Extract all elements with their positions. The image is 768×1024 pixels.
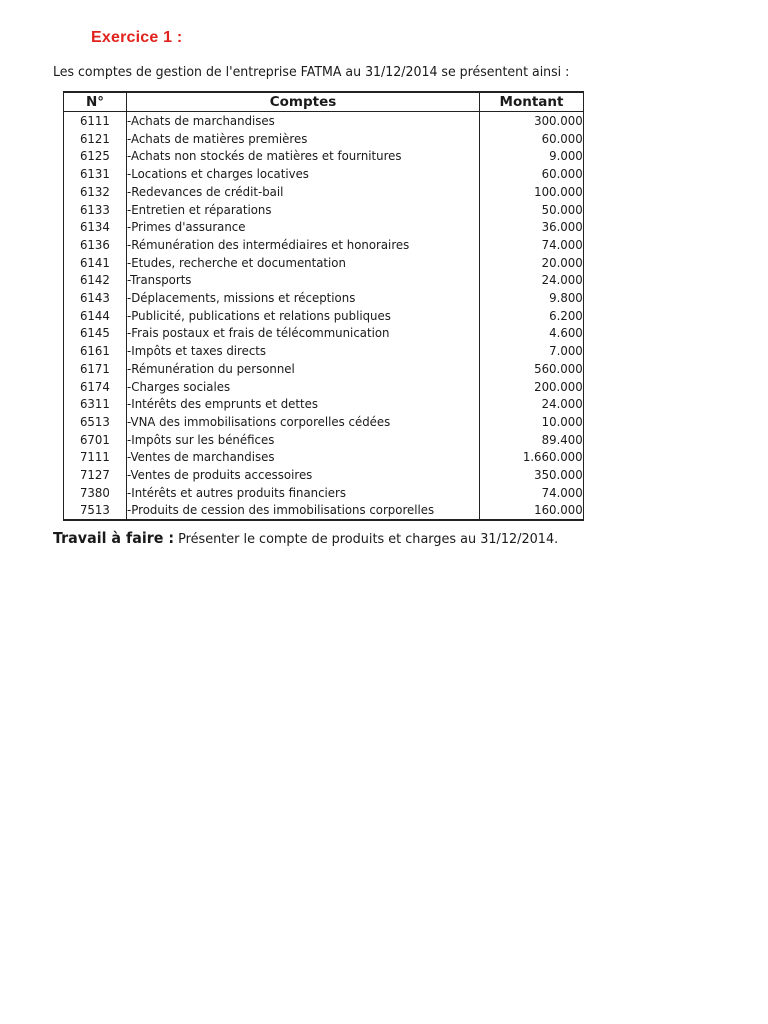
account-number-text: 6701 <box>80 431 110 447</box>
account-number-text: 6141 <box>80 254 110 270</box>
column-header-amount: Montant <box>480 92 584 112</box>
table-row <box>64 501 584 520</box>
amount-cell <box>480 147 584 165</box>
account-name-cell <box>127 395 480 413</box>
amount-cell <box>480 218 584 236</box>
table-row <box>64 431 584 449</box>
amount-text: 100.000 <box>534 183 583 199</box>
account-number-text: 6144 <box>80 307 110 323</box>
account-name-text: -Rémunération des intermédiaires et honoraires <box>127 236 410 252</box>
table-row <box>64 342 584 360</box>
table-row <box>64 254 584 272</box>
account-number-text: 6125 <box>80 148 110 164</box>
account-name-text: -Rémunération du personnel <box>127 360 295 376</box>
table-row <box>64 307 584 325</box>
table-row <box>64 378 584 396</box>
table-row <box>64 147 584 165</box>
task-statement <box>53 529 558 547</box>
amount-text: 74.000 <box>541 484 583 500</box>
account-number-text: 6143 <box>80 290 110 306</box>
account-number-cell <box>64 236 127 254</box>
account-name-text: -Transports <box>127 272 192 288</box>
account-number-text: 7127 <box>80 467 110 483</box>
account-number-text: 6132 <box>80 183 110 199</box>
table-row <box>64 112 584 130</box>
column-header-account: Comptes <box>127 92 480 112</box>
table-row <box>64 289 584 307</box>
column-header-number: N° <box>64 92 127 112</box>
amount-cell <box>480 307 584 325</box>
account-number-cell <box>64 395 127 413</box>
account-number-cell <box>64 448 127 466</box>
amount-cell <box>480 466 584 484</box>
account-number-cell <box>64 307 127 325</box>
account-number-cell <box>64 378 127 396</box>
account-name-text: -Charges sociales <box>127 378 231 394</box>
account-name-cell <box>127 484 480 502</box>
table-row <box>64 395 584 413</box>
account-number-cell <box>64 431 127 449</box>
amount-text: 350.000 <box>534 467 583 483</box>
account-number-text: 6311 <box>80 396 110 412</box>
amount-text: 20.000 <box>541 254 583 270</box>
account-name-cell <box>127 201 480 219</box>
account-name-cell <box>127 271 480 289</box>
table-row <box>64 236 584 254</box>
account-number-text: 6111 <box>80 113 110 128</box>
account-name-cell <box>127 466 480 484</box>
account-number-text: 7111 <box>80 449 110 465</box>
account-name-cell <box>127 147 480 165</box>
account-name-text: -Achats de matières premières <box>127 130 308 146</box>
account-name-cell <box>127 236 480 254</box>
amount-text: 60.000 <box>541 130 583 146</box>
account-number-cell <box>64 271 127 289</box>
accounts-table <box>63 91 584 521</box>
account-name-cell <box>127 130 480 148</box>
account-name-text: -Publicité, publications et relations publiques <box>127 307 391 323</box>
table-row <box>64 448 584 466</box>
account-name-text: -Redevances de crédit-bail <box>127 183 284 199</box>
amount-cell <box>480 484 584 502</box>
account-name-text: -Etudes, recherche et documentation <box>127 254 346 270</box>
account-name-cell <box>127 289 480 307</box>
account-number-cell <box>64 165 127 183</box>
account-number-cell <box>64 130 127 148</box>
account-number-text: 6131 <box>80 166 110 182</box>
amount-text: 300.000 <box>534 113 583 128</box>
exercise-title: Exercice 1 : <box>91 29 183 46</box>
amount-text: 7.000 <box>549 343 583 359</box>
accounts-table-container <box>63 91 583 521</box>
account-name-cell <box>127 254 480 272</box>
account-number-cell <box>64 484 127 502</box>
table-row <box>64 165 584 183</box>
account-name-text: -Locations et charges locatives <box>127 166 309 182</box>
account-number-text: 6174 <box>80 378 110 394</box>
account-name-text: -Intérêts et autres produits financiers <box>127 484 347 500</box>
table-row <box>64 201 584 219</box>
table-header-row <box>64 92 584 112</box>
amount-text: 1.660.000 <box>523 449 583 465</box>
account-number-text: 7380 <box>80 484 110 500</box>
account-name-cell <box>127 218 480 236</box>
account-name-text: -Frais postaux et frais de télécommunication <box>127 325 390 341</box>
account-name-cell <box>127 183 480 201</box>
amount-cell <box>480 236 584 254</box>
account-number-text: 6161 <box>80 343 110 359</box>
account-name-text: -Intérêts des emprunts et dettes <box>127 396 318 412</box>
account-name-cell <box>127 342 480 360</box>
table-header <box>64 92 584 112</box>
amount-text: 9.800 <box>549 290 583 306</box>
account-number-text: 7513 <box>80 502 110 518</box>
account-number-cell <box>64 466 127 484</box>
account-name-cell <box>127 413 480 431</box>
amount-text: 60.000 <box>541 166 583 182</box>
account-name-text: -Entretien et réparations <box>127 201 272 217</box>
account-name-cell <box>127 448 480 466</box>
account-name-cell <box>127 165 480 183</box>
amount-cell <box>480 183 584 201</box>
amount-text: 36.000 <box>541 219 583 235</box>
amount-text: 24.000 <box>541 272 583 288</box>
table-row <box>64 218 584 236</box>
table-row <box>64 466 584 484</box>
account-number-cell <box>64 289 127 307</box>
account-name-cell <box>127 360 480 378</box>
account-number-cell <box>64 147 127 165</box>
amount-text: 560.000 <box>534 360 583 376</box>
account-name-cell <box>127 431 480 449</box>
amount-cell <box>480 324 584 342</box>
amount-text: 9.000 <box>549 148 583 164</box>
account-number-cell <box>64 201 127 219</box>
table-row <box>64 413 584 431</box>
table-row <box>64 324 584 342</box>
amount-cell <box>480 413 584 431</box>
account-name-cell <box>127 501 480 520</box>
amount-cell <box>480 201 584 219</box>
account-name-cell <box>127 112 480 130</box>
amount-text: 4.600 <box>549 325 583 341</box>
account-number-cell <box>64 218 127 236</box>
table-body <box>64 112 584 521</box>
account-number-text: 6134 <box>80 219 110 235</box>
account-name-text: -VNA des immobilisations corporelles cédées <box>127 413 391 429</box>
amount-cell <box>480 271 584 289</box>
amount-text: 24.000 <box>541 396 583 412</box>
amount-cell <box>480 112 584 130</box>
account-name-text: -Primes d'assurance <box>127 219 246 235</box>
account-name-cell <box>127 307 480 325</box>
amount-text: 50.000 <box>541 201 583 217</box>
account-name-text: -Impôts et taxes directs <box>127 343 267 359</box>
account-number-cell <box>64 324 127 342</box>
amount-cell <box>480 130 584 148</box>
intro-text: Les comptes de gestion de l'entreprise FATMA au 31/12/2014 se présentent ainsi : <box>53 64 570 80</box>
table-row <box>64 130 584 148</box>
account-name-text: -Ventes de produits accessoires <box>127 467 313 483</box>
account-name-text: -Achats non stockés de matières et fournitures <box>127 148 402 164</box>
amount-cell <box>480 378 584 396</box>
amount-cell <box>480 395 584 413</box>
amount-cell <box>480 360 584 378</box>
account-number-cell <box>64 413 127 431</box>
amount-cell <box>480 342 584 360</box>
account-number-text: 6145 <box>80 325 110 341</box>
account-name-text: -Produits de cession des immobilisations corporelles <box>127 502 435 518</box>
amount-text: 6.200 <box>549 307 583 323</box>
amount-text: 89.400 <box>541 431 583 447</box>
amount-cell <box>480 289 584 307</box>
amount-text: 10.000 <box>541 413 583 429</box>
account-name-text: -Achats de marchandises <box>127 113 275 128</box>
amount-cell <box>480 448 584 466</box>
task-label: Travail à faire : <box>53 529 175 547</box>
amount-cell <box>480 431 584 449</box>
account-number-cell <box>64 342 127 360</box>
amount-cell <box>480 501 584 520</box>
account-name-text: -Déplacements, missions et réceptions <box>127 290 356 306</box>
account-number-cell <box>64 183 127 201</box>
amount-cell <box>480 254 584 272</box>
account-name-cell <box>127 378 480 396</box>
table-row <box>64 271 584 289</box>
account-number-cell <box>64 360 127 378</box>
task-text: Présenter le compte de produits et charges au 31/12/2014. <box>174 531 559 547</box>
amount-text: 160.000 <box>534 502 583 518</box>
account-number-text: 6133 <box>80 201 110 217</box>
amount-text: 200.000 <box>534 378 583 394</box>
table-row <box>64 484 584 502</box>
account-number-text: 6142 <box>80 272 110 288</box>
table-row <box>64 360 584 378</box>
table-row <box>64 183 584 201</box>
amount-cell <box>480 165 584 183</box>
account-number-text: 6513 <box>80 413 110 429</box>
account-number-text: 6171 <box>80 360 110 376</box>
account-number-cell <box>64 501 127 520</box>
account-number-text: 6136 <box>80 236 110 252</box>
account-number-cell <box>64 254 127 272</box>
account-name-cell <box>127 324 480 342</box>
account-number-cell <box>64 112 127 130</box>
account-number-text: 6121 <box>80 130 110 146</box>
account-name-text: -Ventes de marchandises <box>127 449 275 465</box>
account-name-text: -Impôts sur les bénéfices <box>127 431 275 447</box>
amount-text: 74.000 <box>541 236 583 252</box>
